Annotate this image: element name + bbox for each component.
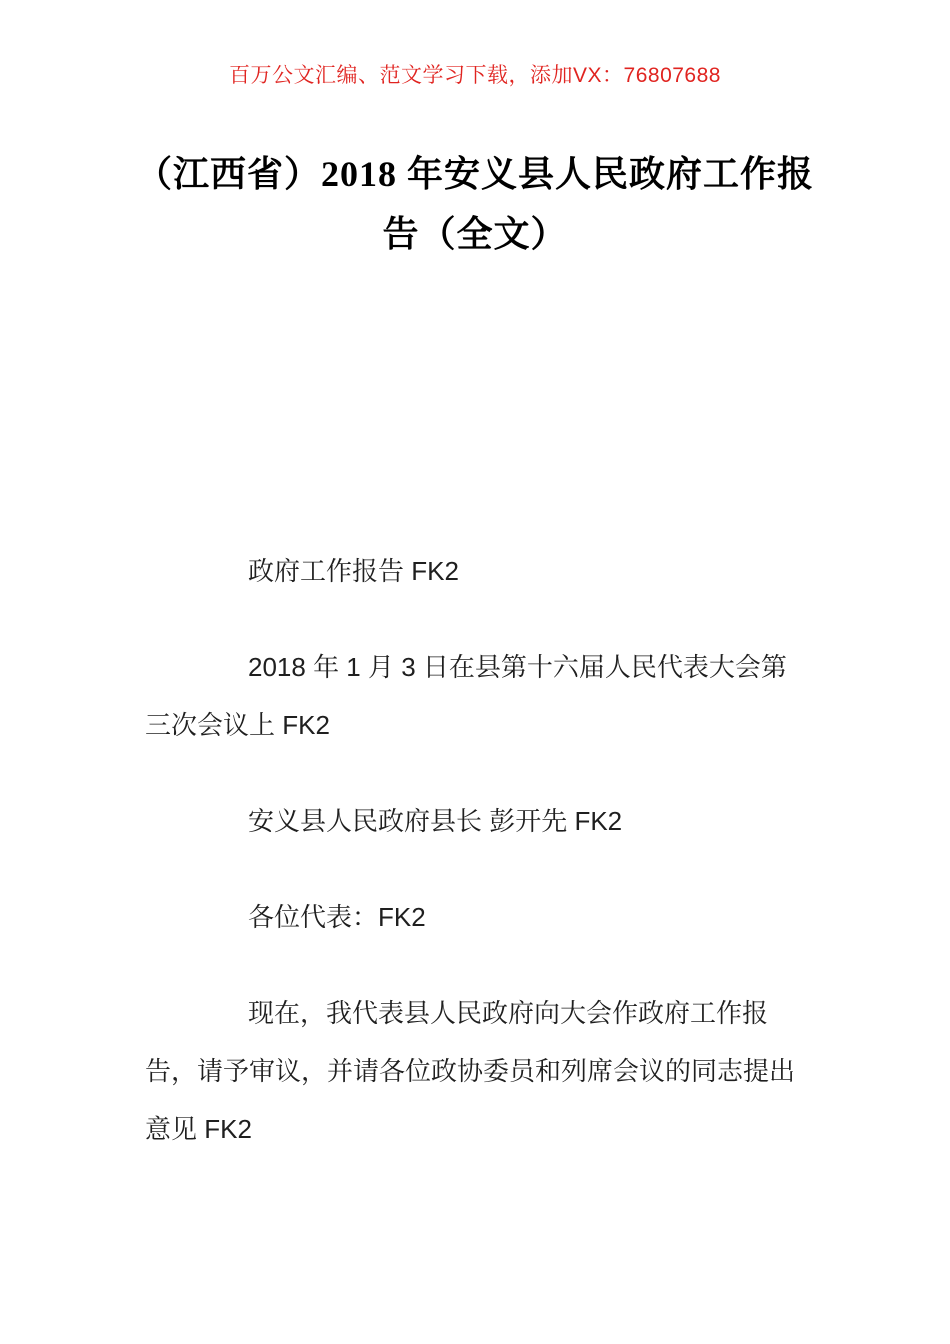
paragraph-report-title: 政府工作报告 FK2 xyxy=(248,556,459,586)
promo-banner-text: 百万公文汇编、范文学习下载，添加VX：76807688 xyxy=(229,64,721,87)
paragraph-salutation: 各位代表：FK2 xyxy=(248,902,426,932)
paragraph-speaker: 安义县人民政府县长 彭开先 FK2 xyxy=(248,806,623,836)
doc-title-line-1: （江西省）2018 年安义县人民政府工作报 xyxy=(135,154,814,194)
doc-title xyxy=(0,144,950,264)
doc-title-line-2: 告（全文） xyxy=(382,214,568,254)
paragraph-opening: 现在，我代表县人民政府向大会作政府工作报告，请予审议，并请各位政协委员和列席会议的同志提出意见 FK2 xyxy=(145,998,796,1144)
doc-body xyxy=(145,542,810,1158)
paragraph-session-info: 2018 年 1 月 3 日在县第十六届人民代表大会第三次会议上 FK2 xyxy=(145,652,787,740)
